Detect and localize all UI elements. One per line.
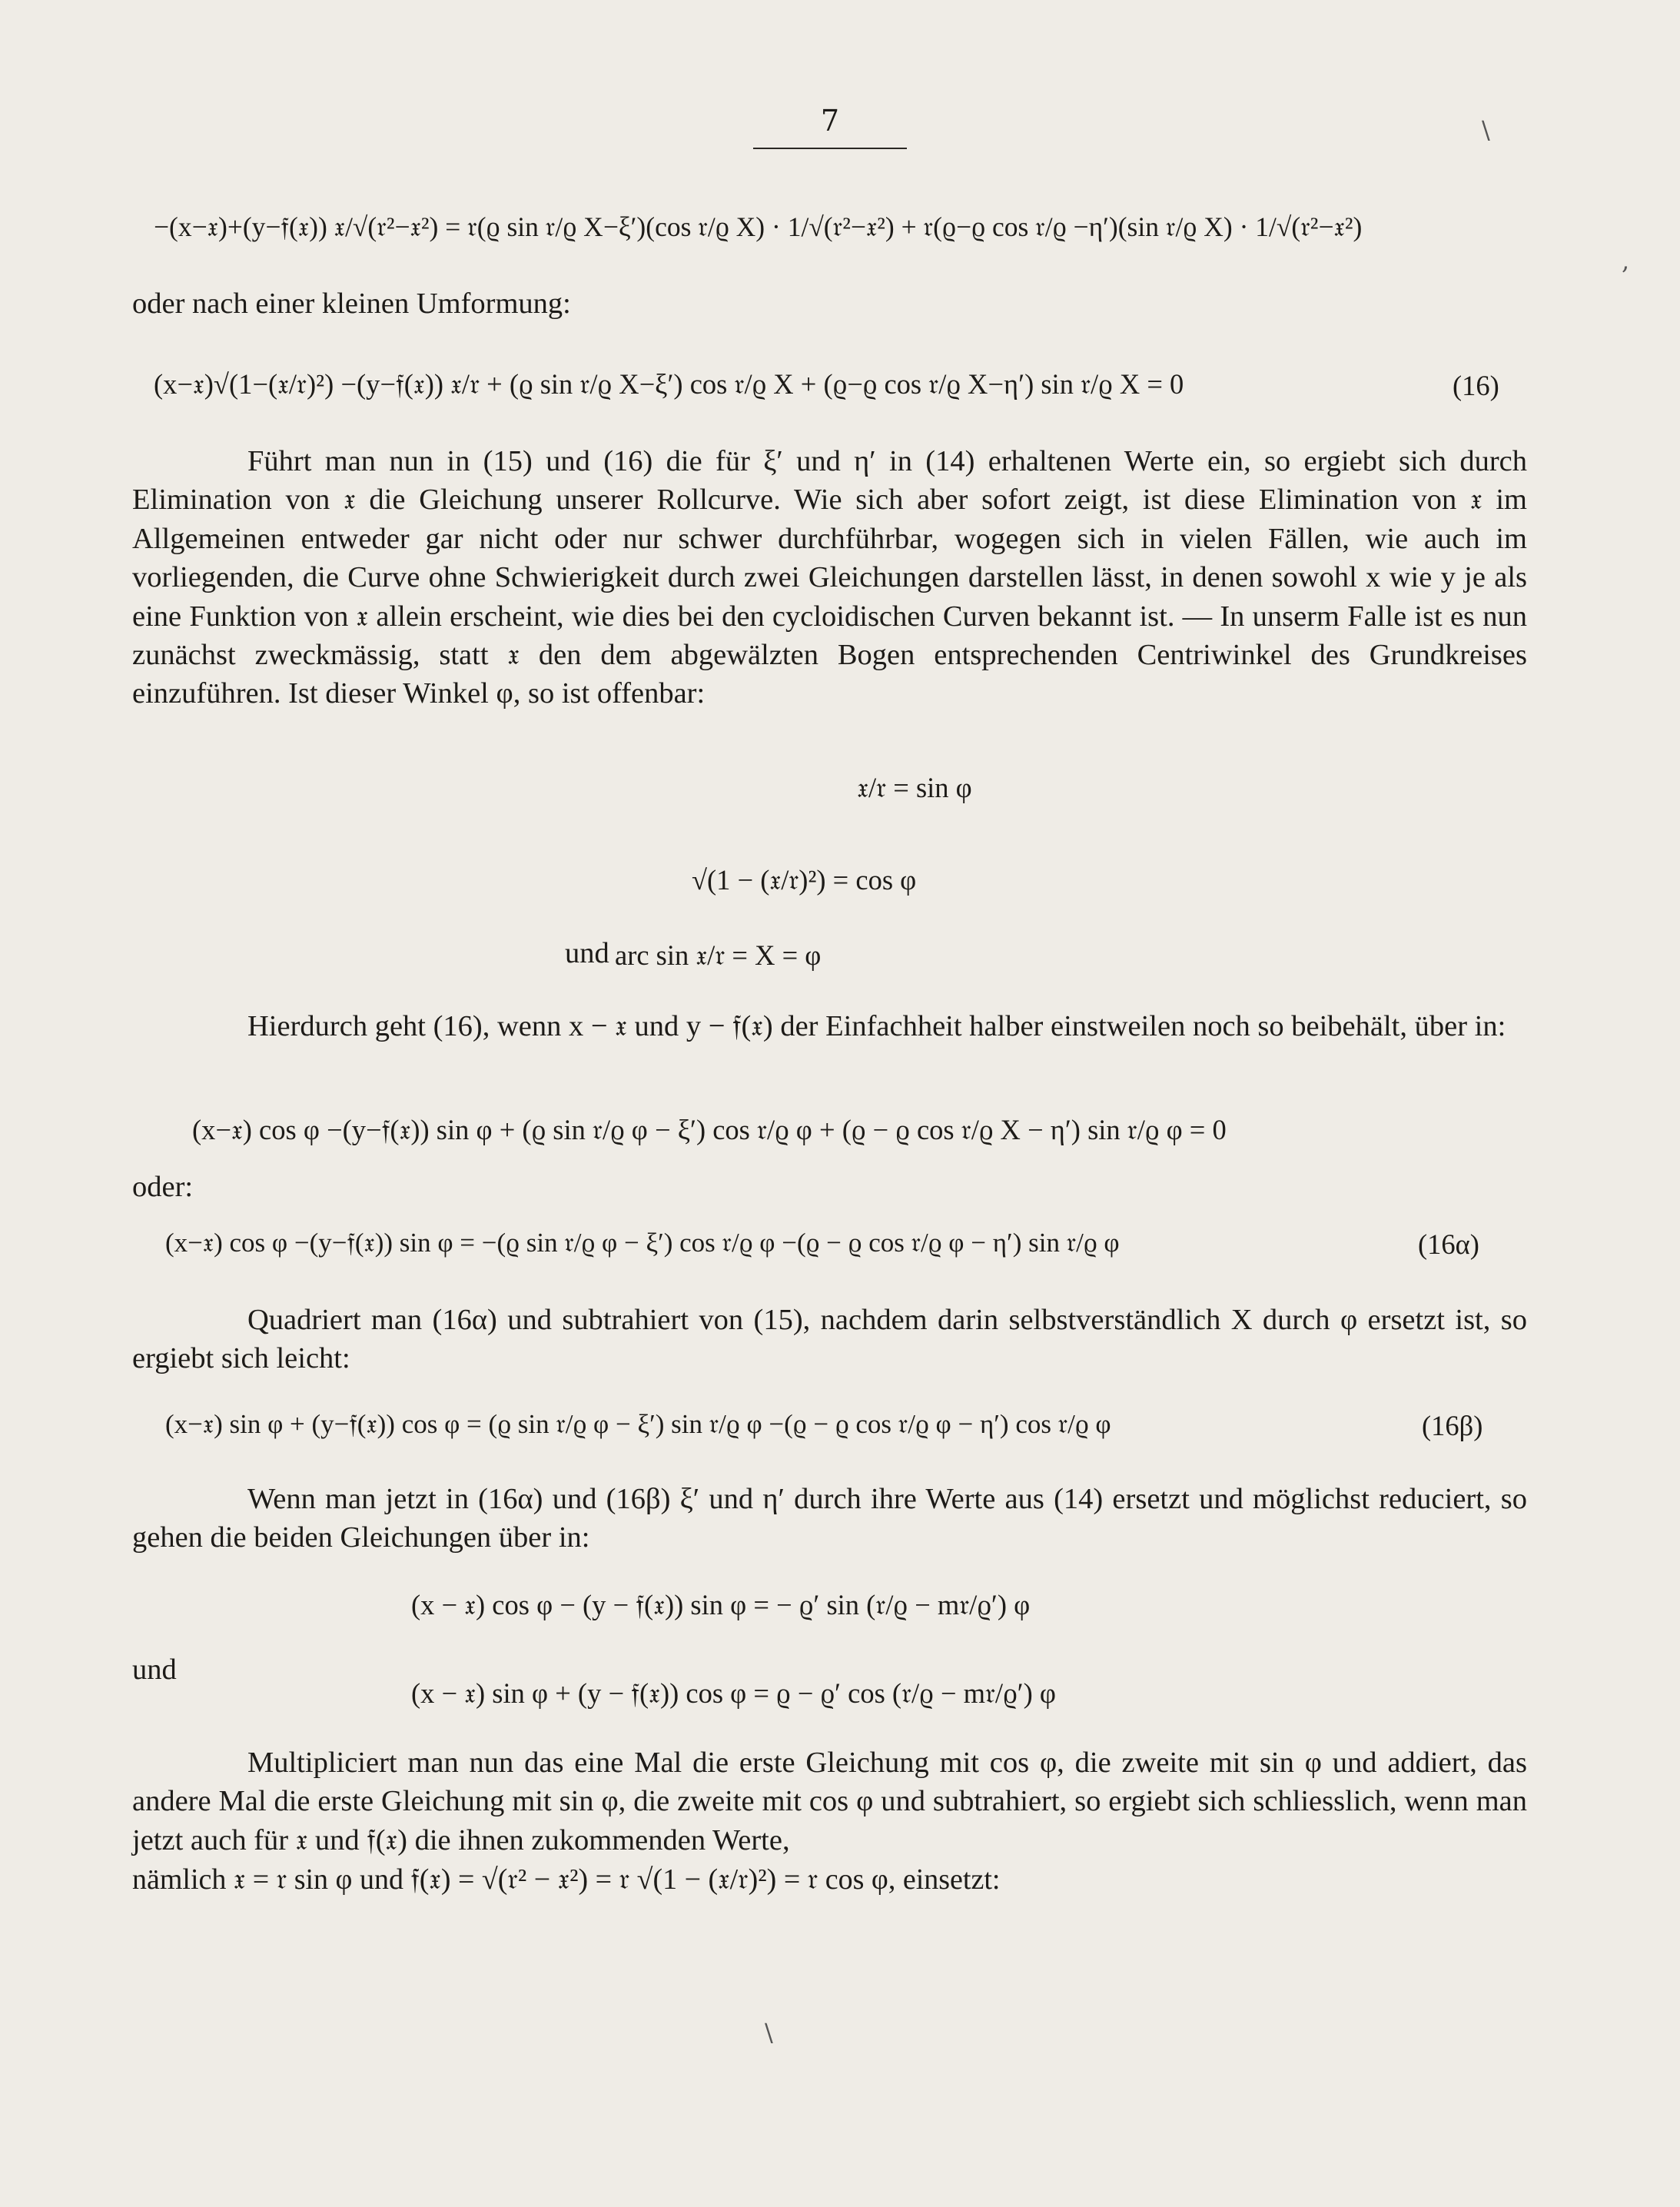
equation-number-16: (16) bbox=[1453, 370, 1499, 401]
equation-sin-phi: 𝔵/𝔯 = sin φ bbox=[857, 772, 972, 803]
equation-final-1: (x − 𝔵) cos φ − (y − 𝔣(𝔵)) sin φ = − ϱ′ sin (𝔯/ϱ − m𝔯/ϱ′) φ bbox=[411, 1589, 1031, 1620]
margin-mark: , bbox=[1622, 246, 1630, 275]
equation-arc-sin: arc sin 𝔵/𝔯 = X = φ bbox=[615, 939, 822, 971]
paragraph-1: Führt man nun in (15) und (16) die für ξ′ und η′ in (14) erhaltenen Werte ein, so ergiebt sich durch Elimination von 𝔵 die Gleichung unserer Rollcurve. Wie sich aber sofort zeigt, ist diese Elimination von 𝔵 im Allgemeinen entweder gar nicht oder nur schwer durchführbar, wogegen sich in vielen Fällen, wie auch im vorliegenden, die Curve ohne Schwierigkeit durch zwei Gleichungen darstellen lässt, in denen sowohl x wie y je als eine Funktion von 𝔵 allein erscheint, wie dies bei den cycloidischen Curven bekannt ist. — In unserm Falle ist es nun zunächst zweckmässig, statt 𝔵 den dem abgewälzten Bogen entsprechenden Centriwinkel des Grundkreises einzuführen. Ist dieser Winkel φ, so ist offenbar: bbox=[132, 445, 1527, 710]
header-rule bbox=[753, 148, 907, 149]
equation-number-16-beta: (16β) bbox=[1422, 1410, 1483, 1441]
label-und-2: und bbox=[132, 1654, 177, 1686]
equation-16-alpha: (x−𝔵) cos φ −(y−𝔣(𝔵)) sin φ = −(ϱ sin 𝔯/ϱ φ − ξ′) cos 𝔯/ϱ φ −(ϱ − ϱ cos 𝔯/ϱ φ − η′) sin 𝔯/ϱ φ bbox=[165, 1228, 1120, 1258]
equation-after-16: (x−𝔵) cos φ −(y−𝔣(𝔵)) sin φ + (ϱ sin 𝔯/ϱ φ − ξ′) cos 𝔯/ϱ φ + (ϱ − ϱ cos 𝔯/ϱ X − η′) sin 𝔯/ϱ φ = 0 bbox=[192, 1114, 1227, 1145]
label-und-1: und bbox=[565, 937, 609, 969]
paragraph-2: Hierdurch geht (16), wenn x − 𝔵 und y − 𝔣(𝔵) der Einfachheit halber einstweilen noch so beibehält, über in: bbox=[247, 1010, 1506, 1042]
margin-mark: \ bbox=[1482, 115, 1490, 145]
last-line: nämlich 𝔵 = 𝔯 sin φ und 𝔣(𝔵) = √(𝔯² − 𝔵²) = 𝔯 √(1 − (𝔵/𝔯)²) = 𝔯 cos φ, einsetzt: bbox=[132, 1863, 1001, 1896]
equation-line-1: −(x−𝔵)+(y−𝔣(𝔵)) 𝔵/√(𝔯²−𝔵²) = 𝔯(ϱ sin 𝔯/ϱ X−ξ′)(cos 𝔯/ϱ X) · 1/√(𝔯²−𝔵²) + 𝔯(ϱ−ϱ cos 𝔯/ϱ −η′)(sin 𝔯/ϱ X) · 1/√(𝔯²−𝔵²) bbox=[154, 211, 1363, 242]
paragraph-3: Quadriert man (16α) und subtrahiert von (15), nachdem darin selbstverständlich X durch φ ersetzt ist, so ergiebt sich leicht: bbox=[132, 1304, 1527, 1375]
label-oder: oder: bbox=[132, 1171, 194, 1203]
equation-16: (x−𝔵)√(1−(𝔵/𝔯)²) −(y−𝔣(𝔵)) 𝔵/𝔯 + (ϱ sin 𝔯/ϱ X−ξ′) cos 𝔯/ϱ X + (ϱ−ϱ cos 𝔯/ϱ X−η′) sin 𝔯/ϱ X = 0 bbox=[154, 368, 1184, 400]
page-number: 7 bbox=[820, 104, 840, 138]
equation-final-2: (x − 𝔵) sin φ + (y − 𝔣(𝔵)) cos φ = ϱ − ϱ′ cos (𝔯/ϱ − m𝔯/ϱ′) φ bbox=[411, 1677, 1056, 1709]
paragraph-5: Multipliciert man nun das eine Mal die erste Gleichung mit cos φ, die zweite mit sin φ und addiert, das andere Mal die erste Gleichung mit sin φ, die zweite mit cos φ und subtrahiert, so ergiebt sich schliesslich, wenn man jetzt auch für 𝔵 und 𝔣(𝔵) die ihnen zukommenden Werte, bbox=[132, 1747, 1527, 1856]
paragraph-4: Wenn man jetzt in (16α) und (16β) ξ′ und η′ durch ihre Werte aus (14) ersetzt und möglichst reduciert, so gehen die beiden Gleichungen über in: bbox=[132, 1483, 1527, 1554]
equation-16-beta: (x−𝔵) sin φ + (y−𝔣(𝔵)) cos φ = (ϱ sin 𝔯/ϱ φ − ξ′) sin 𝔯/ϱ φ −(ϱ − ϱ cos 𝔯/ϱ φ − η′) cos 𝔯/ϱ φ bbox=[165, 1409, 1111, 1439]
margin-mark: \ bbox=[765, 2018, 773, 2047]
text-oder-umformung: oder nach einer kleinen Umformung: bbox=[132, 288, 571, 320]
equation-cos-phi: √(1 − (𝔵/𝔯)²) = cos φ bbox=[692, 864, 917, 896]
equation-number-16-alpha: (16α) bbox=[1418, 1228, 1479, 1260]
